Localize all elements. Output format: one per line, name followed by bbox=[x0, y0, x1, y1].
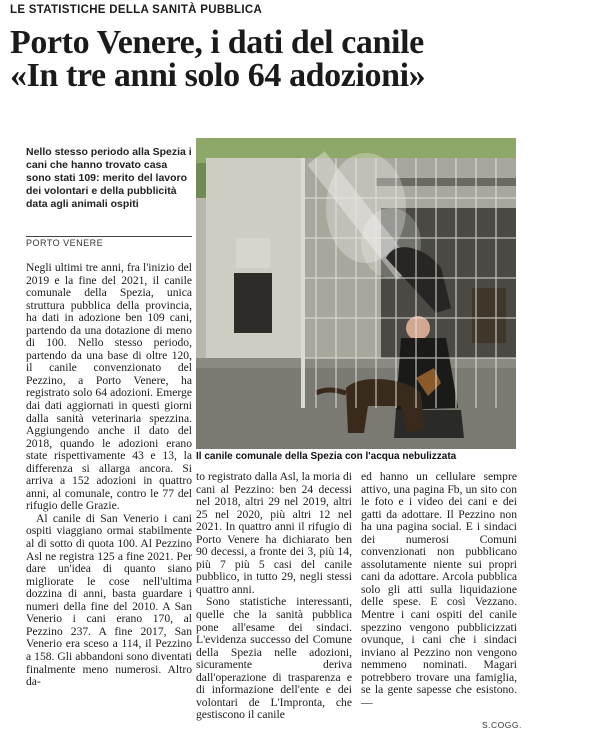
headline bbox=[10, 26, 590, 92]
body-paragraph: to registrato dalla Asl, la moria di cani al Pezzino: ben 24 decessi nel 2018, altri 29 nel 2019, altri 25 nel 2020, più altri 12 nel 2021. In quattro anni il rifugio di Porto Venere ha dichiarato ben 90 decessi, a fronte dei 3, più 14, più 7 più 5 casi del canile pubblico, in tutto 29, negli stessi quattro anni. bbox=[196, 470, 352, 596]
body-paragraph: Sono statistiche interessanti, quelle che la sanità pubblica pone all'esame dei sindaci. L'evidenza successo del Comune della Spezia nelle adozioni, sicuramente deriva dall'operazione di trasparenza e di informazione dell'ente e dei volontari de L'Impronta, che gestiscono il canile bbox=[196, 595, 352, 722]
body-paragraph: Al canile di San Venerio i cani ospiti viaggiano ormai stabilmente al di sotto di quota 100. Al Pezzino Asl ne registra 125 a fine 2021. Per dare un'idea di quanto siano migliorate le cose nell'ultima dozzina di anni, basta guardare i numeri della fine del 2010. A San Venerio i cani erano 170, al Pezzino 237. A fine 2017, San Venerio era sceso a 114, il Pezzino a 158. Gli abbandoni sono diventati finalmente meno numerosi. Altro da- bbox=[26, 511, 192, 689]
body-column-3 bbox=[361, 471, 517, 709]
article-deck: Nello stesso periodo alla Spezia i cani che hanno trovato casa sono stati 109: merito del lavoro dei volontari e della pubblicità data agli animali ospiti bbox=[26, 146, 192, 210]
body-paragraph: ed hanno un cellulare sempre attivo, una pagina Fb, un sito con le foto e i video dei cani e dei gatti da adottare. Il Pezzino non ha una pagina social. E i sindaci dei numerosi Comuni convenzionati non pubblicano assolutamente niente sui propri cani da adottare. Arcola pubblica solo gli atti sulla liquidazione delle spese. E così Vezzano. Mentre i cani ospiti del canile spezzino vengono pubblicizzati ovunque, i cani che i sindaci inviano al Pezzino non vengono nemmeno nominati. Magari potrebbero trovare una famiglia, se la gente sapesse che esistono. — bbox=[361, 470, 517, 709]
body-column-2 bbox=[196, 471, 352, 722]
headline-line-1: Porto Venere, i dati del canile bbox=[10, 24, 424, 61]
body-paragraph: Negli ultimi tre anni, fra l'inizio del 2019 e la fine del 2021, il canile comunale della Spezia, unica struttura pubblica della provincia, ha dati in adozione ben 109 cani, partendo da una dotazione di meno di 100. Nello stesso periodo, partendo da una base di oltre 120, il canile convenzionato del Pezzino, a Porto Venere, ha registrato solo 64 adozioni. Emerge dai dati aggiornati in questi giorni dalla sanità veterinaria spezzina. Aggiungendo anche il dato del 2018, quando le adozioni erano state rispettivamente 43 e 13, la differenza si allarga ancora. Si arriva a 152 adozioni in quattro anni, al comunale, contro le 77 del rifugio delle Grazie. bbox=[26, 261, 192, 513]
section-kicker: LE STATISTICHE DELLA SANITÀ PUBBLICA bbox=[10, 4, 263, 16]
author-signature: S.COGG. bbox=[482, 720, 522, 730]
kennel-photo-illustration bbox=[196, 138, 516, 449]
body-column-1 bbox=[26, 262, 192, 689]
photo-caption: Il canile comunale della Spezia con l'acqua nebulizzata bbox=[196, 451, 457, 462]
kennel-photo bbox=[196, 138, 516, 449]
dateline-divider bbox=[26, 236, 192, 237]
headline-line-2: «In tre anni solo 64 adozioni» bbox=[10, 57, 426, 94]
dateline: PORTO VENERE bbox=[26, 238, 104, 248]
